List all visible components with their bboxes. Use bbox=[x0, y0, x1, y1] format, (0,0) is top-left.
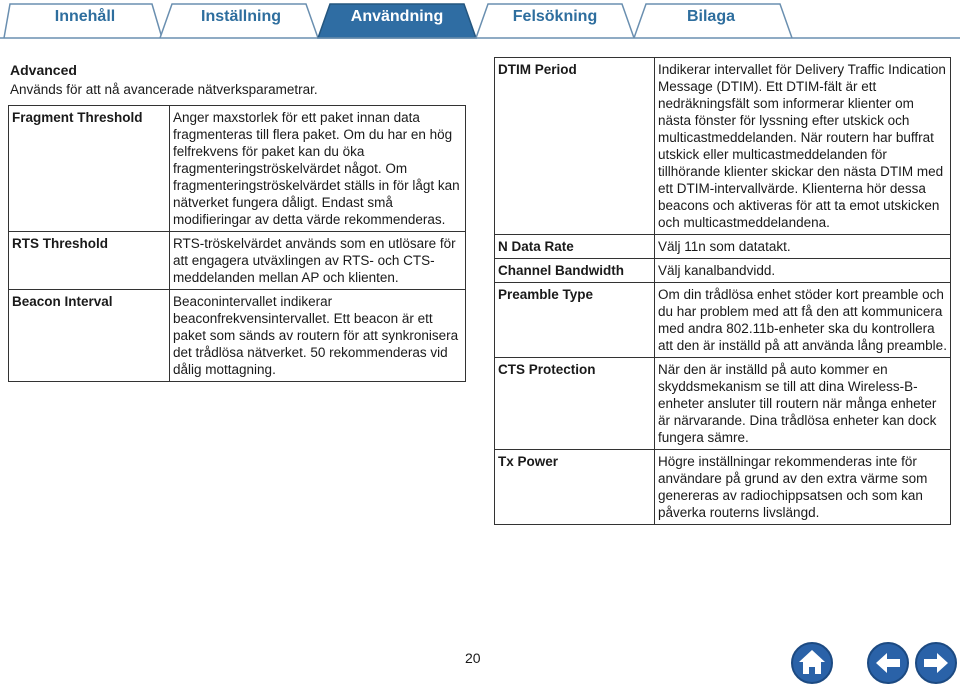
table-row bbox=[9, 106, 466, 232]
param-name: N Data Rate bbox=[495, 235, 655, 259]
table-row bbox=[495, 235, 951, 259]
param-description: När den är inställd på auto kommer en skyddsmekanism se till att dina Wireless-B-enheter ansluter till routern när många enheter är närvarande. Dina trådlösa enheter kan dock fungera sämre. bbox=[655, 358, 951, 450]
table-row bbox=[495, 58, 951, 235]
home-icon[interactable] bbox=[790, 641, 834, 685]
param-description: Indikerar intervallet för Delivery Traffic Indication Message (DTIM). Ett DTIM-fält är ett nedräkningsfält som informerar klienter om nästa fönster för lyssning efter utskick och multicastmeddelanden. När routern har buffrat utskick eller multicastmeddelanden för tillhörande klienter skickar den nästa DTIM med ett DTIM-intervallvärde. Klienterna hör dessa beacons och aktiveras för att ta emot utskicken och multicastmeddelandena. bbox=[655, 58, 951, 235]
right-parameter-table bbox=[494, 57, 951, 525]
tab-installning[interactable]: Inställning bbox=[201, 8, 281, 25]
table-row bbox=[495, 450, 951, 525]
param-description: RTS-tröskelvärdet används som en utlösare för att engagera utväxlingen av RTS- och CTS-meddelanden mellan AP och klienten. bbox=[170, 232, 466, 290]
param-name: DTIM Period bbox=[495, 58, 655, 235]
param-name: CTS Protection bbox=[495, 358, 655, 450]
param-description: Högre inställningar rekommenderas inte för användare på grund av den extra värme som genereras av radiochippsatsen och som kan påverka routerns livslängd. bbox=[655, 450, 951, 525]
tab-anvandning[interactable]: Användning bbox=[350, 8, 444, 25]
param-description: Beaconintervallet indikerar beaconfrekvensintervallet. Ett beacon är ett paket som sänds av routern för att synkronisera det trådlösa nätverket. 50 rekommenderas vid dålig mottagning. bbox=[170, 290, 466, 382]
param-name: RTS Threshold bbox=[9, 232, 170, 290]
param-name: Tx Power bbox=[495, 450, 655, 525]
param-name: Preamble Type bbox=[495, 283, 655, 358]
param-description: Om din trådlösa enhet stöder kort preamble och du har problem med att få den att kommunicera med andra 802.11b-enheter ska du kontrollera att den är inställd på att använda lång preamble. bbox=[655, 283, 951, 358]
param-description: Anger maxstorlek för ett paket innan data fragmenteras till flera paket. Om du har en hög felfrekvens för paket kan du öka fragmenteringströskelvärdet något. Om fragmenteringströskelvärdet ställs in för lågt kan nätverket fungera dåligt. Endast små modifieringar av detta värde rekommenderas. bbox=[170, 106, 466, 232]
param-name: Beacon Interval bbox=[9, 290, 170, 382]
section-description: Används för att nå avancerade nätverksparametrar. bbox=[10, 82, 318, 97]
table-row bbox=[9, 232, 466, 290]
param-name: Channel Bandwidth bbox=[495, 259, 655, 283]
table-row bbox=[495, 259, 951, 283]
tab-bilaga[interactable]: Bilaga bbox=[686, 8, 735, 25]
param-description: Välj kanalbandvidd. bbox=[655, 259, 951, 283]
param-name: Fragment Threshold bbox=[9, 106, 170, 232]
table-row bbox=[495, 283, 951, 358]
table-row bbox=[9, 290, 466, 382]
page-number: 20 bbox=[465, 650, 481, 666]
param-description: Välj 11n som datatakt. bbox=[655, 235, 951, 259]
tab-innehall[interactable]: Innehåll bbox=[54, 8, 116, 25]
table-row bbox=[495, 358, 951, 450]
section-title: Advanced bbox=[10, 62, 77, 78]
tab-bar bbox=[0, 0, 960, 40]
tab-felsokning[interactable]: Felsökning bbox=[512, 8, 598, 25]
left-parameter-table bbox=[8, 105, 466, 382]
arrow-right-icon[interactable] bbox=[914, 641, 958, 685]
arrow-left-icon[interactable] bbox=[866, 641, 910, 685]
